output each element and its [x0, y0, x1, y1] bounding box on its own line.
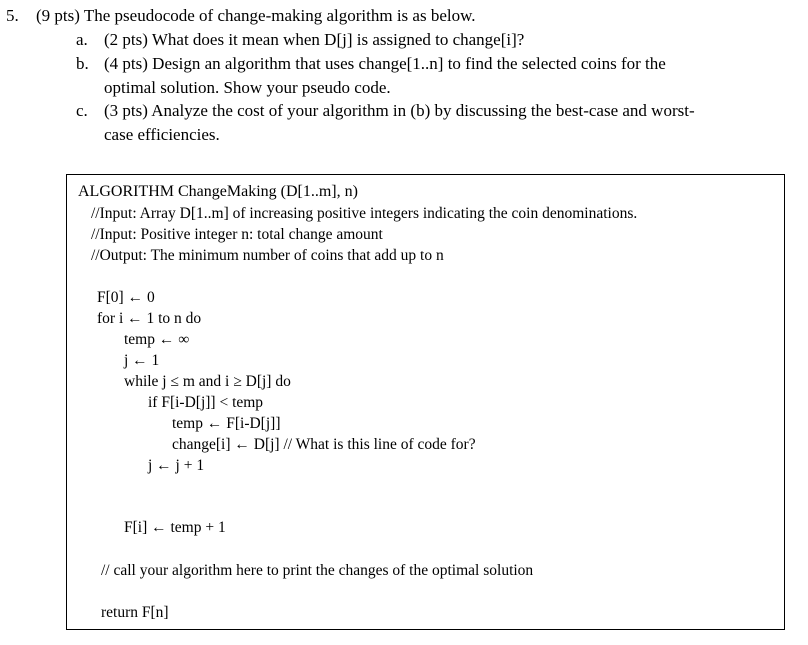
code-line-f-assign: F[i] ← temp + 1: [124, 519, 226, 536]
question-header: (9 pts) The pseudocode of change-making algorithm is as below.: [36, 6, 476, 25]
algorithm-output: //Output: The minimum number of coins that add up to n: [91, 247, 444, 264]
code-line-while: while j ≤ m and i ≥ D[j] do: [124, 373, 291, 390]
part-b-text-line2: optimal solution. Show your pseudo code.: [104, 78, 391, 97]
code-line-call-comment: // call your algorithm here to print the changes of the optimal solution: [101, 562, 534, 579]
code-line-return: return F[n]: [101, 604, 169, 621]
code-line-init: F[0] ← 0: [97, 289, 155, 306]
code-line-j-init: j ← 1: [124, 352, 160, 369]
question-number: 5.: [6, 6, 19, 25]
algorithm-title: ALGORITHM ChangeMaking (D[1..m], n): [78, 183, 358, 200]
part-b-marker: b.: [76, 54, 89, 73]
part-c-text-line1: (3 pts) Analyze the cost of your algorithm in (b) by discussing the best-case and worst-: [104, 101, 695, 120]
part-b-text-line1: (4 pts) Design an algorithm that uses change[1..n] to find the selected coins for the: [104, 54, 666, 73]
part-c-text-line2: case efficiencies.: [104, 125, 220, 144]
part-a-text: (2 pts) What does it mean when D[j] is assigned to change[i]?: [104, 30, 525, 49]
code-line-temp-init: temp ← ∞: [124, 331, 190, 348]
code-line-change-assign: change[i] ← D[j] // What is this line of code for?: [172, 436, 476, 453]
code-line-temp-assign: temp ← F[i-D[j]]: [172, 415, 281, 432]
algorithm-input-2: //Input: Positive integer n: total change amount: [91, 226, 383, 243]
code-line-if: if F[i-D[j]] < temp: [148, 394, 264, 411]
part-c-marker: c.: [76, 101, 88, 120]
part-a-marker: a.: [76, 30, 88, 49]
algorithm-input-1: //Input: Array D[1..m] of increasing positive integers indicating the coin denominations.: [91, 205, 638, 222]
code-line-j-increment: j ← j + 1: [148, 457, 205, 474]
code-line-for: for i ← 1 to n do: [97, 310, 202, 327]
